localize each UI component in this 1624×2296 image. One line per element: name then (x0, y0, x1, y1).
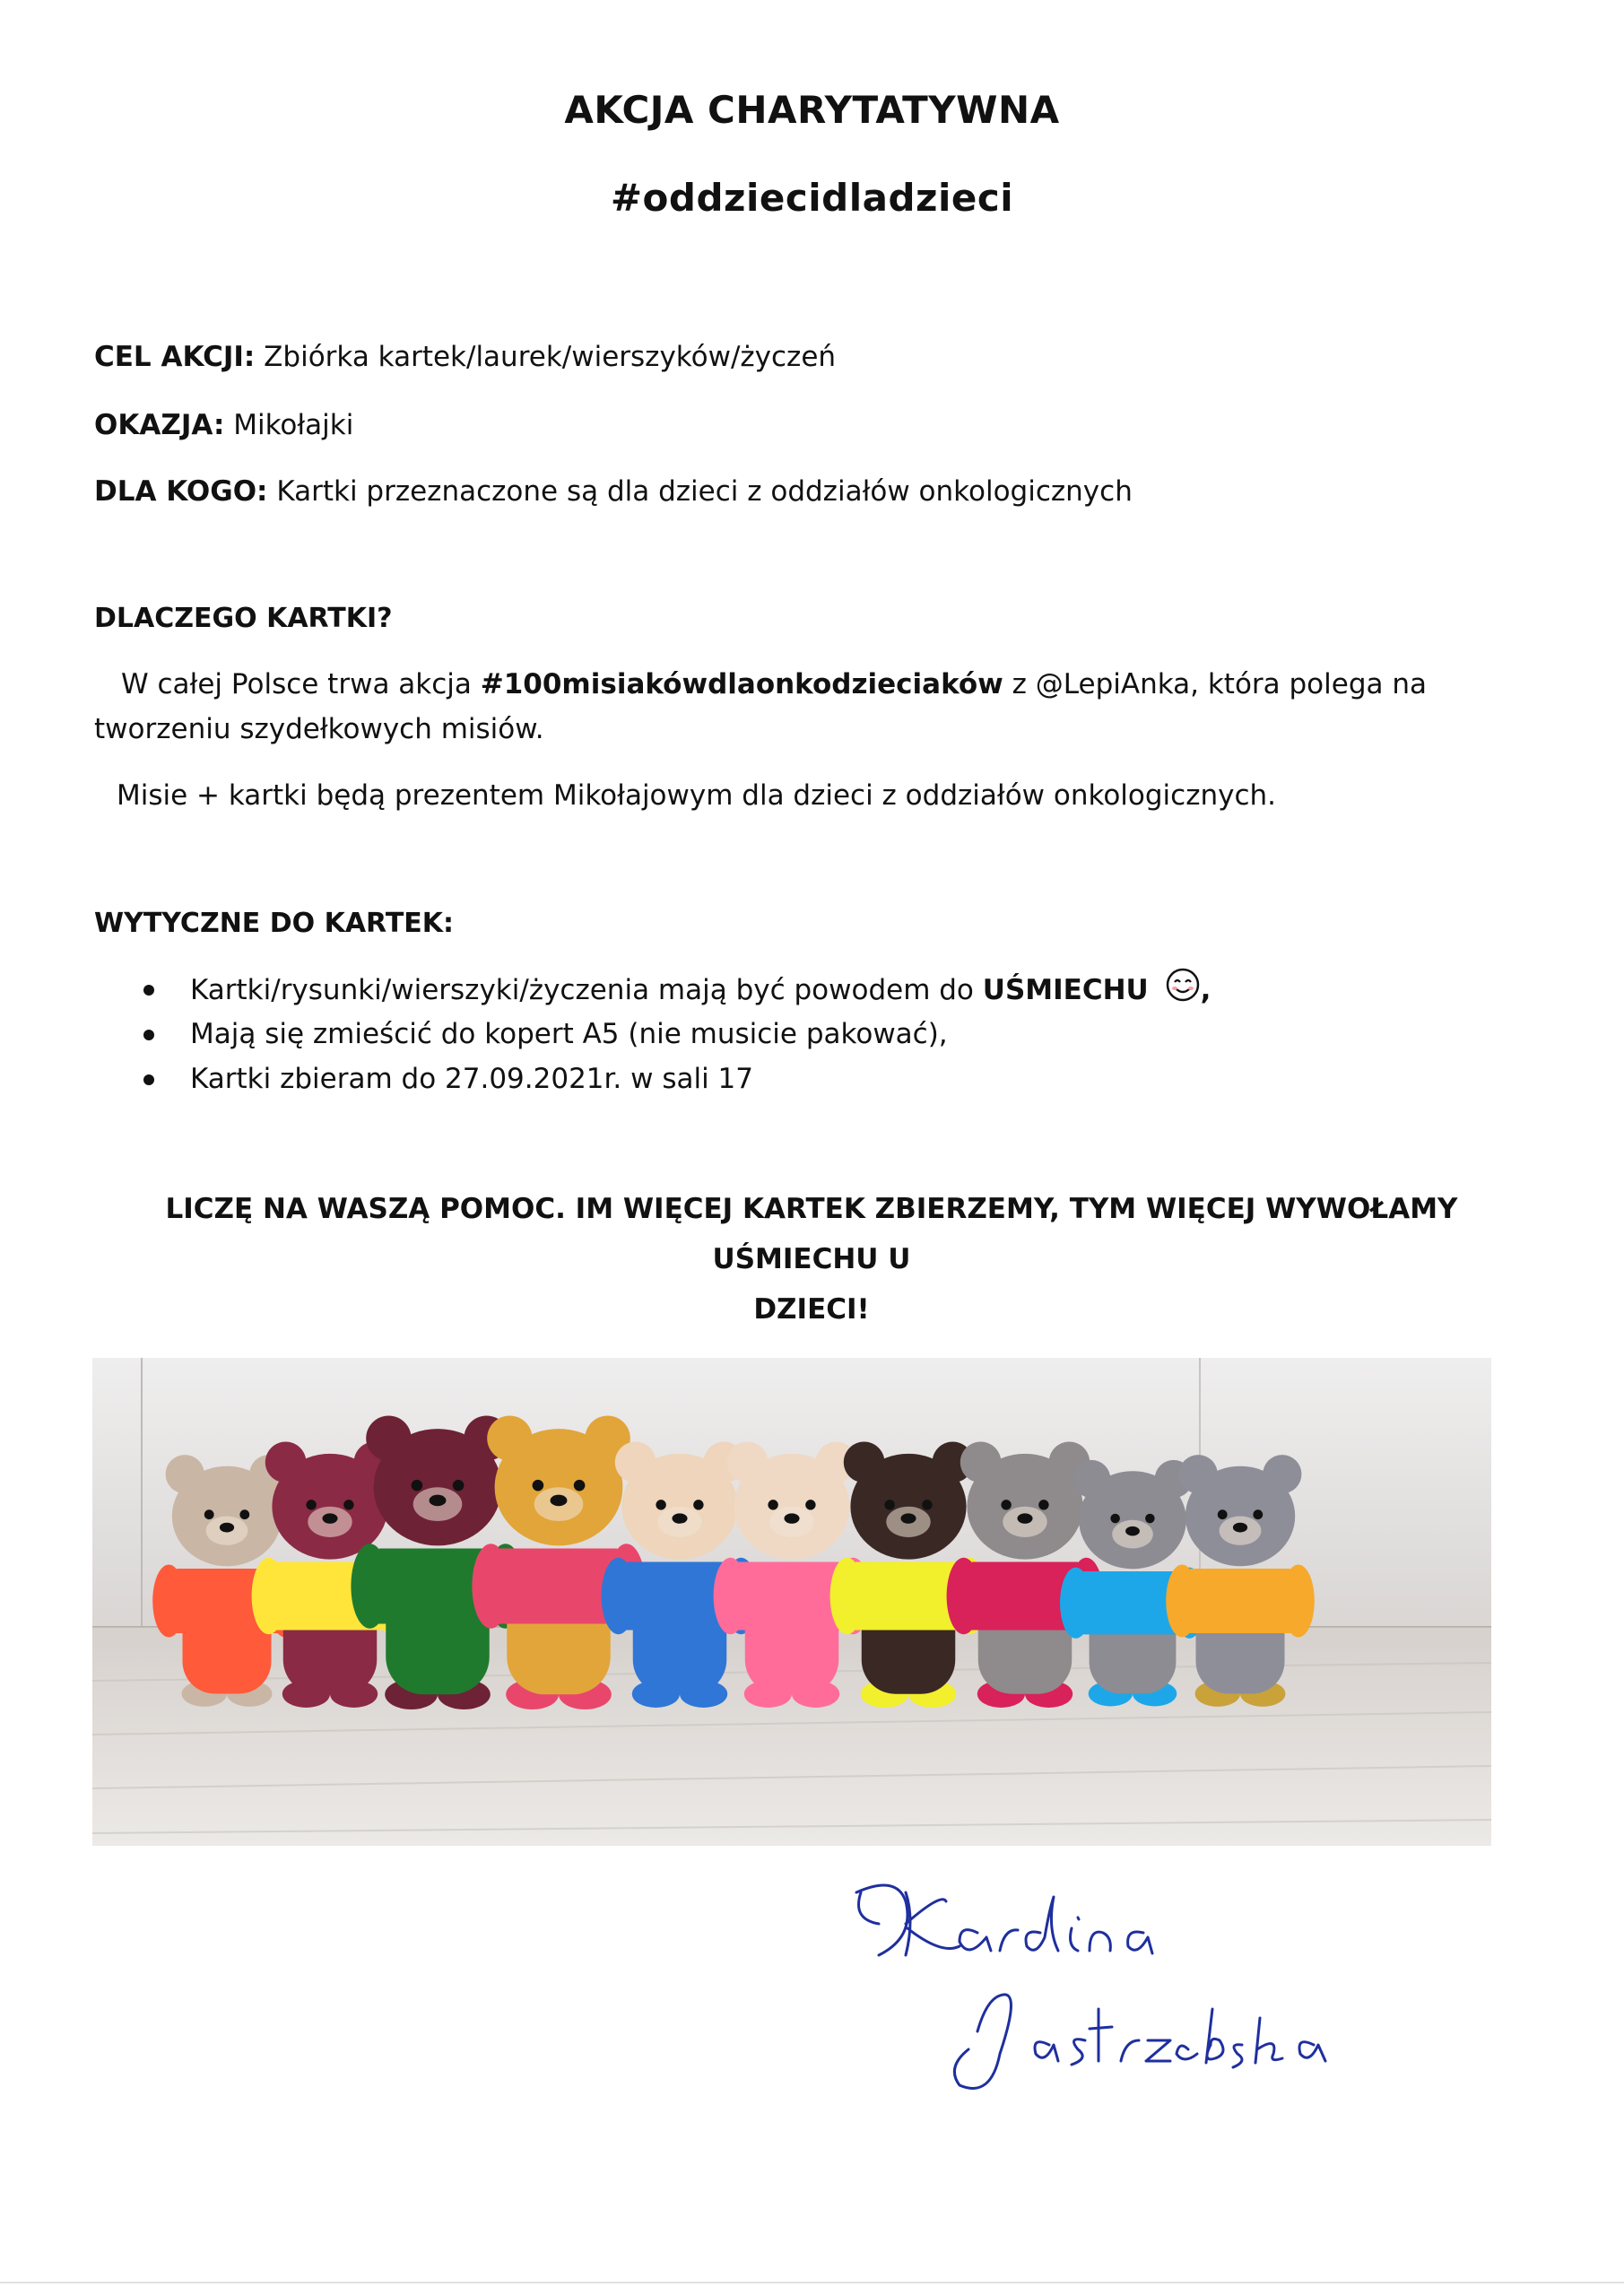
guideline-3-text: Kartki zbieram do 27.09.2021r. w sali 17 (190, 1063, 754, 1095)
info-recipients-value: Kartki przeznaczone są dla dzieci z oddziałów onkologicznych (276, 475, 1133, 508)
guideline-2-text: Mają się zmieścić do kopert A5 (nie musicie pakować), (190, 1018, 948, 1050)
teddy-bears-photo (92, 1358, 1491, 1846)
bullet-icon (143, 1074, 154, 1085)
guideline-1-after: , (1200, 974, 1211, 1006)
closing-line-2: DZIECI! (753, 1293, 870, 1326)
teddy-bear (1166, 1455, 1315, 1707)
campaign-hashtag: #oddziecidladzieci (610, 176, 1014, 220)
document-title: AKCJA CHARYTATYWNA (564, 88, 1060, 132)
guideline-1-bold: UŚMIECHU (982, 974, 1149, 1006)
info-occasion-label: OKAZJA: (94, 409, 225, 441)
guideline-1-text: Kartki/rysunki/wierszyki/życzenia mają być powodem do (190, 974, 983, 1006)
info-recipients-label: DLA KOGO: (94, 475, 268, 508)
info-goal-value: Zbiórka kartek/laurek/wierszyków/życzeń (264, 341, 837, 373)
info-occasion-value: Mikołajki (233, 409, 354, 441)
closing-line-1: LICZĘ NA WASZĄ POMOC. IM WIĘCEJ KARTEK ZBIERZEMY, TYM WIĘCEJ WYWOŁAMY UŚMIECHU U (165, 1193, 1458, 1275)
guidelines-list (135, 967, 1211, 1101)
info-goal (94, 341, 836, 373)
why-paragraph-2: Misie + kartki będą prezentem Mikołajowym dla dzieci z oddziałów onkologicznych. (117, 779, 1277, 812)
why-paragraph-1 (94, 662, 1529, 752)
list-item (135, 1012, 1211, 1057)
why-p1-before: W całej Polsce trwa akcja (121, 668, 481, 700)
bullet-icon (143, 1030, 154, 1040)
guidelines-heading: WYTYCZNE DO KARTEK: (94, 908, 455, 939)
handwritten-signature (843, 1874, 1381, 2108)
bullet-icon (143, 985, 154, 996)
info-occasion (94, 409, 353, 441)
why-p1-hashtag: #100misiakówdlaonkodzieciaków (480, 668, 1003, 700)
page-bottom-edge (0, 2282, 1624, 2283)
list-item (135, 1057, 1211, 1101)
why-p1-after: z @LepiAnka, która polega na tworzeniu szydełkowych misiów. (94, 668, 1428, 745)
smiling-face-icon (1165, 967, 1201, 1016)
list-item (135, 967, 1211, 1012)
why-heading: DLACZEGO KARTKI? (94, 603, 393, 634)
info-recipients (94, 475, 1133, 508)
info-goal-label: CEL AKCJI: (94, 341, 256, 373)
closing-appeal (117, 1184, 1507, 1335)
